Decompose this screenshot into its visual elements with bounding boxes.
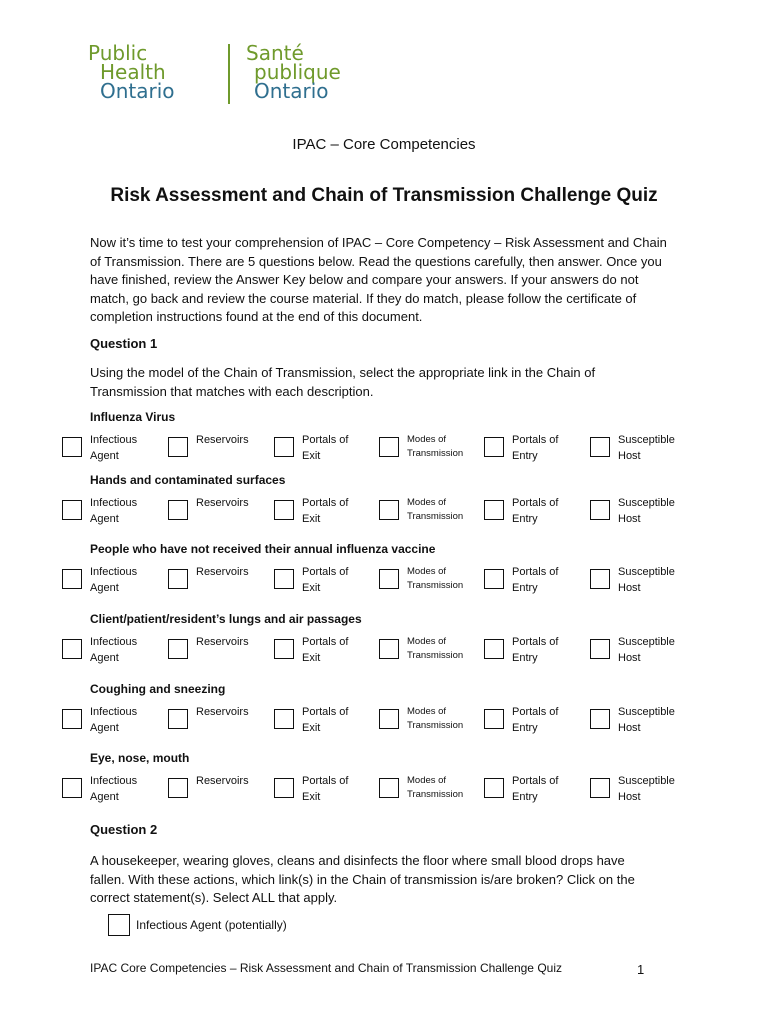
checkbox[interactable] [168,437,188,457]
checkbox[interactable] [590,778,610,798]
q1-option-label: Modes of Transmission [407,566,464,591]
checkbox[interactable] [590,437,610,457]
q1-option-label: Modes of Transmission [407,706,464,731]
public-health-ontario-logo [88,41,388,106]
q1-option-label: Infectious Agent [90,497,138,525]
q1-option-label: Susceptible Host [618,636,675,664]
checkbox[interactable] [62,500,82,520]
checkbox[interactable] [62,437,82,457]
q1-option-label: Reservoirs [196,566,249,578]
q1-option-label: Modes of Transmission [407,497,464,522]
page-number: 1 [637,962,645,977]
checkbox[interactable] [484,500,504,520]
q1-option-label: Portals of Exit [302,775,349,803]
q1-item-label: Client/patient/resident’s lungs and air passages [90,612,362,626]
q1-option-label: Reservoirs [196,434,249,446]
q1-option-label: Modes of Transmission [407,434,464,459]
q1-item-label: Influenza Virus [90,410,176,424]
q1-item-label: Coughing and sneezing [90,682,226,696]
q1-option-label: Modes of Transmission [407,636,464,661]
q1-option-label: Infectious Agent [90,566,138,594]
q1-option-label: Susceptible Host [618,434,675,462]
logo-fr-line2: publique [254,60,341,84]
q1-option-label: Modes of Transmission [407,775,464,800]
checkbox[interactable] [379,778,399,798]
logo-french [246,41,341,103]
checkbox[interactable] [274,709,294,729]
logo-fr-line1: Santé [246,41,304,65]
q1-option-label: Portals of Exit [302,434,349,462]
q1-answer-row [62,635,702,669]
checkbox[interactable] [274,437,294,457]
q1-option-label: Portals of Entry [512,497,559,525]
logo-divider [228,44,230,104]
q1-answer-row [62,496,702,530]
checkbox[interactable] [484,639,504,659]
q1-option-label: Portals of Exit [302,706,349,734]
checkbox[interactable] [168,709,188,729]
checkbox[interactable] [168,569,188,589]
logo-en-line1: Public [88,41,148,65]
q1-answer-row [62,774,702,808]
checkbox[interactable] [62,778,82,798]
q1-answer-row [62,705,702,739]
checkbox[interactable] [590,639,610,659]
logo-en-line2: Health [100,60,166,84]
page-footer: IPAC Core Competencies – Risk Assessment and Chain of Transmission Challenge Quiz [90,961,562,975]
q1-option-label: Portals of Exit [302,566,349,594]
checkbox[interactable] [379,709,399,729]
logo-en-line3: Ontario [100,79,175,103]
q1-option-label: Reservoirs [196,775,249,787]
question1-text: Using the model of the Chain of Transmission, select the appropriate link in the Chain of Transmission that matches with each description. [90,365,596,399]
checkbox[interactable] [590,569,610,589]
q1-answer-row [62,433,702,467]
q1-option-label: Portals of Exit [302,636,349,664]
checkbox[interactable] [274,778,294,798]
checkbox[interactable] [484,437,504,457]
checkbox[interactable] [62,569,82,589]
checkbox[interactable] [484,569,504,589]
checkbox[interactable] [168,500,188,520]
checkbox[interactable] [379,500,399,520]
q1-item-label: Hands and contaminated surfaces [90,473,286,487]
q2-checkbox[interactable] [108,914,130,936]
checkbox[interactable] [590,500,610,520]
q1-item-label: Eye, nose, mouth [90,751,190,765]
q1-option-label: Susceptible Host [618,706,675,734]
checkbox[interactable] [590,709,610,729]
logo-english [88,41,175,103]
q1-option-label: Portals of Entry [512,706,559,734]
checkbox[interactable] [379,639,399,659]
document-title: Risk Assessment and Chain of Transmission Challenge Quiz [110,185,658,206]
question2-heading: Question 2 [90,822,158,837]
q1-item-label: People who have not received their annual influenza vaccine [90,542,436,556]
checkbox[interactable] [168,778,188,798]
q1-option-label: Portals of Entry [512,434,559,462]
checkbox[interactable] [274,639,294,659]
q2-option-label: Infectious Agent (potentially) [136,918,287,932]
q1-option-label: Portals of Entry [512,566,559,594]
checkbox[interactable] [62,639,82,659]
q1-option-label: Infectious Agent [90,434,138,462]
checkbox[interactable] [379,569,399,589]
q1-option-label: Susceptible Host [618,497,675,525]
checkbox[interactable] [168,639,188,659]
question2-text: A housekeeper, wearing gloves, cleans and disinfects the floor where small blood drops have fallen. With these actions, which link(s) in the Chain of transmission is/are broken? Click on the correct statement(s). Select ALL that apply. [90,853,635,906]
intro-paragraph: Now it’s time to test your comprehension of IPAC – Core Competency – Risk Assessment and Chain of Transmission. There are 5 questions below. Read the questions carefully, then answer. Once you have finished, review the Answer Key below and compare your answers. If your answers do not match, go back and review the course material. If they do match, please follow the certificate of completion instructions found at the end of this document. [90,235,667,325]
q1-option-label: Portals of Entry [512,775,559,803]
checkbox[interactable] [274,500,294,520]
q1-option-label: Reservoirs [196,636,249,648]
q1-option-label: Reservoirs [196,706,249,718]
q1-option-label: Reservoirs [196,497,249,509]
q1-option-label: Infectious Agent [90,636,138,664]
checkbox[interactable] [62,709,82,729]
question1-heading: Question 1 [90,336,158,351]
logo-fr-line3: Ontario [254,79,329,103]
q1-answer-row [62,565,702,599]
checkbox[interactable] [484,709,504,729]
q1-option-label: Infectious Agent [90,706,138,734]
q1-option-label: Infectious Agent [90,775,138,803]
checkbox[interactable] [484,778,504,798]
document-subtitle: IPAC – Core Competencies [292,136,476,153]
checkbox[interactable] [274,569,294,589]
q1-option-label: Susceptible Host [618,566,675,594]
q1-option-label: Portals of Entry [512,636,559,664]
q1-option-label: Portals of Exit [302,497,349,525]
checkbox[interactable] [379,437,399,457]
q1-option-label: Susceptible Host [618,775,675,803]
